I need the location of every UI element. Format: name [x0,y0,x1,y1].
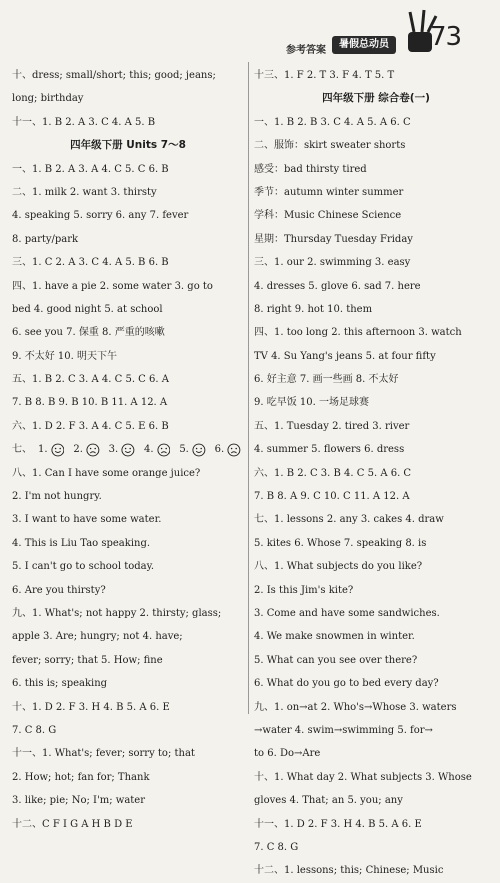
answer-line: 7. B 8. A 9. C 10. C 11. A 12. A [254,491,410,503]
answer-line: 季节：autumn winter summer [254,186,404,198]
answer-line: 十、1. D 2. F 3. H 4. B 5. A 6. E [12,701,170,713]
face-item-number: 6. [214,444,225,456]
answer-line: 十三、1. F 2. T 3. F 4. T 5. T [254,70,395,81]
smiling-face-icon [192,441,206,459]
answer-line: 十一、1. D 2. F 3. H 4. B 5. A 6. E [254,818,422,830]
answer-line: 六、1. D 2. F 3. A 4. C 5. E 6. B [12,420,169,432]
answer-line: 2. I'm not hungry. [12,491,102,503]
answer-line: 星期：Thursday Tuesday Friday [254,233,413,245]
answer-line: 七、1. lessons 2. any 3. cakes 4. draw [254,514,444,526]
answer-line: 十、1. What day 2. What subjects 3. Whose [254,771,472,783]
section-title-comprehensive-test: 四年级下册 综合卷(一) [322,92,430,105]
answer-key-label: 参考答案 [286,45,326,56]
sad-face-icon [157,441,171,459]
page-number: 73 [430,22,462,52]
answer-line: 6. Are you thirsty? [12,584,106,596]
answer-line: 十二、C F I G A H B D E [12,818,133,830]
answer-line: 十一、1. B 2. A 3. C 4. A 5. B [12,116,156,128]
answer-line: 5. I can't go to school today. [12,561,155,573]
answer-line: TV 4. Su Yang's jeans 5. at four fifty [254,350,436,362]
answer-line: to 6. Do→Are [254,748,321,760]
answer-line: 二、1. milk 2. want 3. thirsty [12,186,157,198]
faces-answer-row [12,438,244,461]
face-item-number: 2. [73,444,83,456]
answer-line: 2. How; hot; fan for; Thank [12,771,150,783]
sad-face-icon [227,441,241,459]
answer-line: 5. What can you see over there? [254,654,418,666]
smiling-face-icon [51,441,65,459]
answer-line: 十、dress; small/short; this; good; jeans; [12,70,216,81]
answer-line: 十二、1. lessons; this; Chinese; Music [254,865,444,877]
answer-line: 六、1. B 2. C 3. B 4. C 5. A 6. C [254,467,412,479]
answer-line: 3. Come and have some sandwiches. [254,607,440,619]
answer-line: 九、1. on→at 2. Who's→Whose 3. waters [254,701,457,713]
answer-line: bed 4. good night 5. at school [12,303,163,315]
answer-line: long; birthday [12,93,84,105]
right-column [254,64,498,883]
answer-line: 5. kites 6. Whose 7. speaking 8. is [254,537,427,549]
answer-line: 3. I want to have some water. [12,514,162,526]
left-column [12,64,244,836]
answer-line: 十一、1. What's; fever; sorry to; that [12,748,195,760]
face-item-number: 4. [143,444,154,456]
answer-line: 二、服饰：skirt sweater shorts [254,140,406,152]
answer-line: 四、1. too long 2. this afternoon 3. watch [254,327,462,339]
column-divider [248,62,249,714]
answer-line: 五、1. B 2. C 3. A 4. C 5. C 6. A [12,374,169,386]
answer-line: 2. Is this Jim's kite? [254,584,354,596]
answer-line: 感受：bad thirsty tired [254,163,367,175]
face-item-number: 5. [179,444,189,456]
answer-line: gloves 4. That; an 5. you; any [254,795,403,807]
answer-line: →water 4. swim→swimming 5. for→ [254,724,433,736]
answer-line: 8. party/park [12,233,79,245]
faces-row-label: 七、 [12,444,32,456]
answer-line: 一、1. B 2. A 3. A 4. C 5. C 6. B [12,163,169,175]
answer-line: 6. What do you go to bed every day? [254,678,439,690]
answer-line: 8. right 9. hot 10. them [254,303,373,315]
answer-line: fever; sorry; that 5. How; fine [12,654,163,666]
book-title-banner: 暑假总动员 [332,36,396,54]
answer-line: 五、1. Tuesday 2. tired 3. river [254,420,410,432]
answer-line: 四、1. have a pie 2. some water 3. go to [12,280,213,292]
answer-line: 9. 吃早饭 10. 一场足球赛 [254,397,369,409]
answer-line: 7. B 8. B 9. B 10. B 11. A 12. A [12,397,168,409]
answer-line: 6. this is; speaking [12,678,108,690]
answer-line: 三、1. our 2. swimming 3. easy [254,257,411,269]
answer-line: 八、1. Can I have some orange juice? [12,467,201,479]
face-item-number: 3. [108,444,119,456]
answer-line: 7. C 8. G [12,724,57,736]
answer-line: 4. We make snowmen in winter. [254,631,415,643]
answer-line: 一、1. B 2. B 3. C 4. A 5. A 6. C [254,116,411,128]
page-header [0,0,500,62]
answer-line: 3. like; pie; No; I'm; water [12,795,145,807]
answer-line: 4. dresses 5. glove 6. sad 7. here [254,280,421,292]
answer-line: 4. This is Liu Tao speaking. [12,537,151,549]
sad-face-icon [86,441,100,459]
answer-line: 4. summer 5. flowers 6. dress [254,444,405,456]
answer-line: 9. 不太好 10. 明天下午 [12,350,117,362]
answer-line: 学科：Music Chinese Science [254,210,402,222]
section-title-units-7-8: 四年级下册 Units 7～8 [70,139,186,152]
answer-line: 九、1. What's; not happy 2. thirsty; glass; [12,607,222,619]
answer-line: 八、1. What subjects do you like? [254,561,423,573]
answer-line: 6. 好主意 7. 画一些画 8. 不太好 [254,374,399,386]
face-item-number: 1. [38,444,48,456]
answer-line: apple 3. Are; hungry; not 4. have; [12,631,183,643]
answer-line: 三、1. C 2. A 3. C 4. A 5. B 6. B [12,257,169,269]
answer-line: 7. C 8. G [254,841,299,853]
answer-line: 4. speaking 5. sorry 6. any 7. fever [12,210,189,222]
smiling-face-icon [121,441,135,459]
answer-line: 6. see you 7. 保重 8. 严重的咳嗽 [12,327,165,339]
